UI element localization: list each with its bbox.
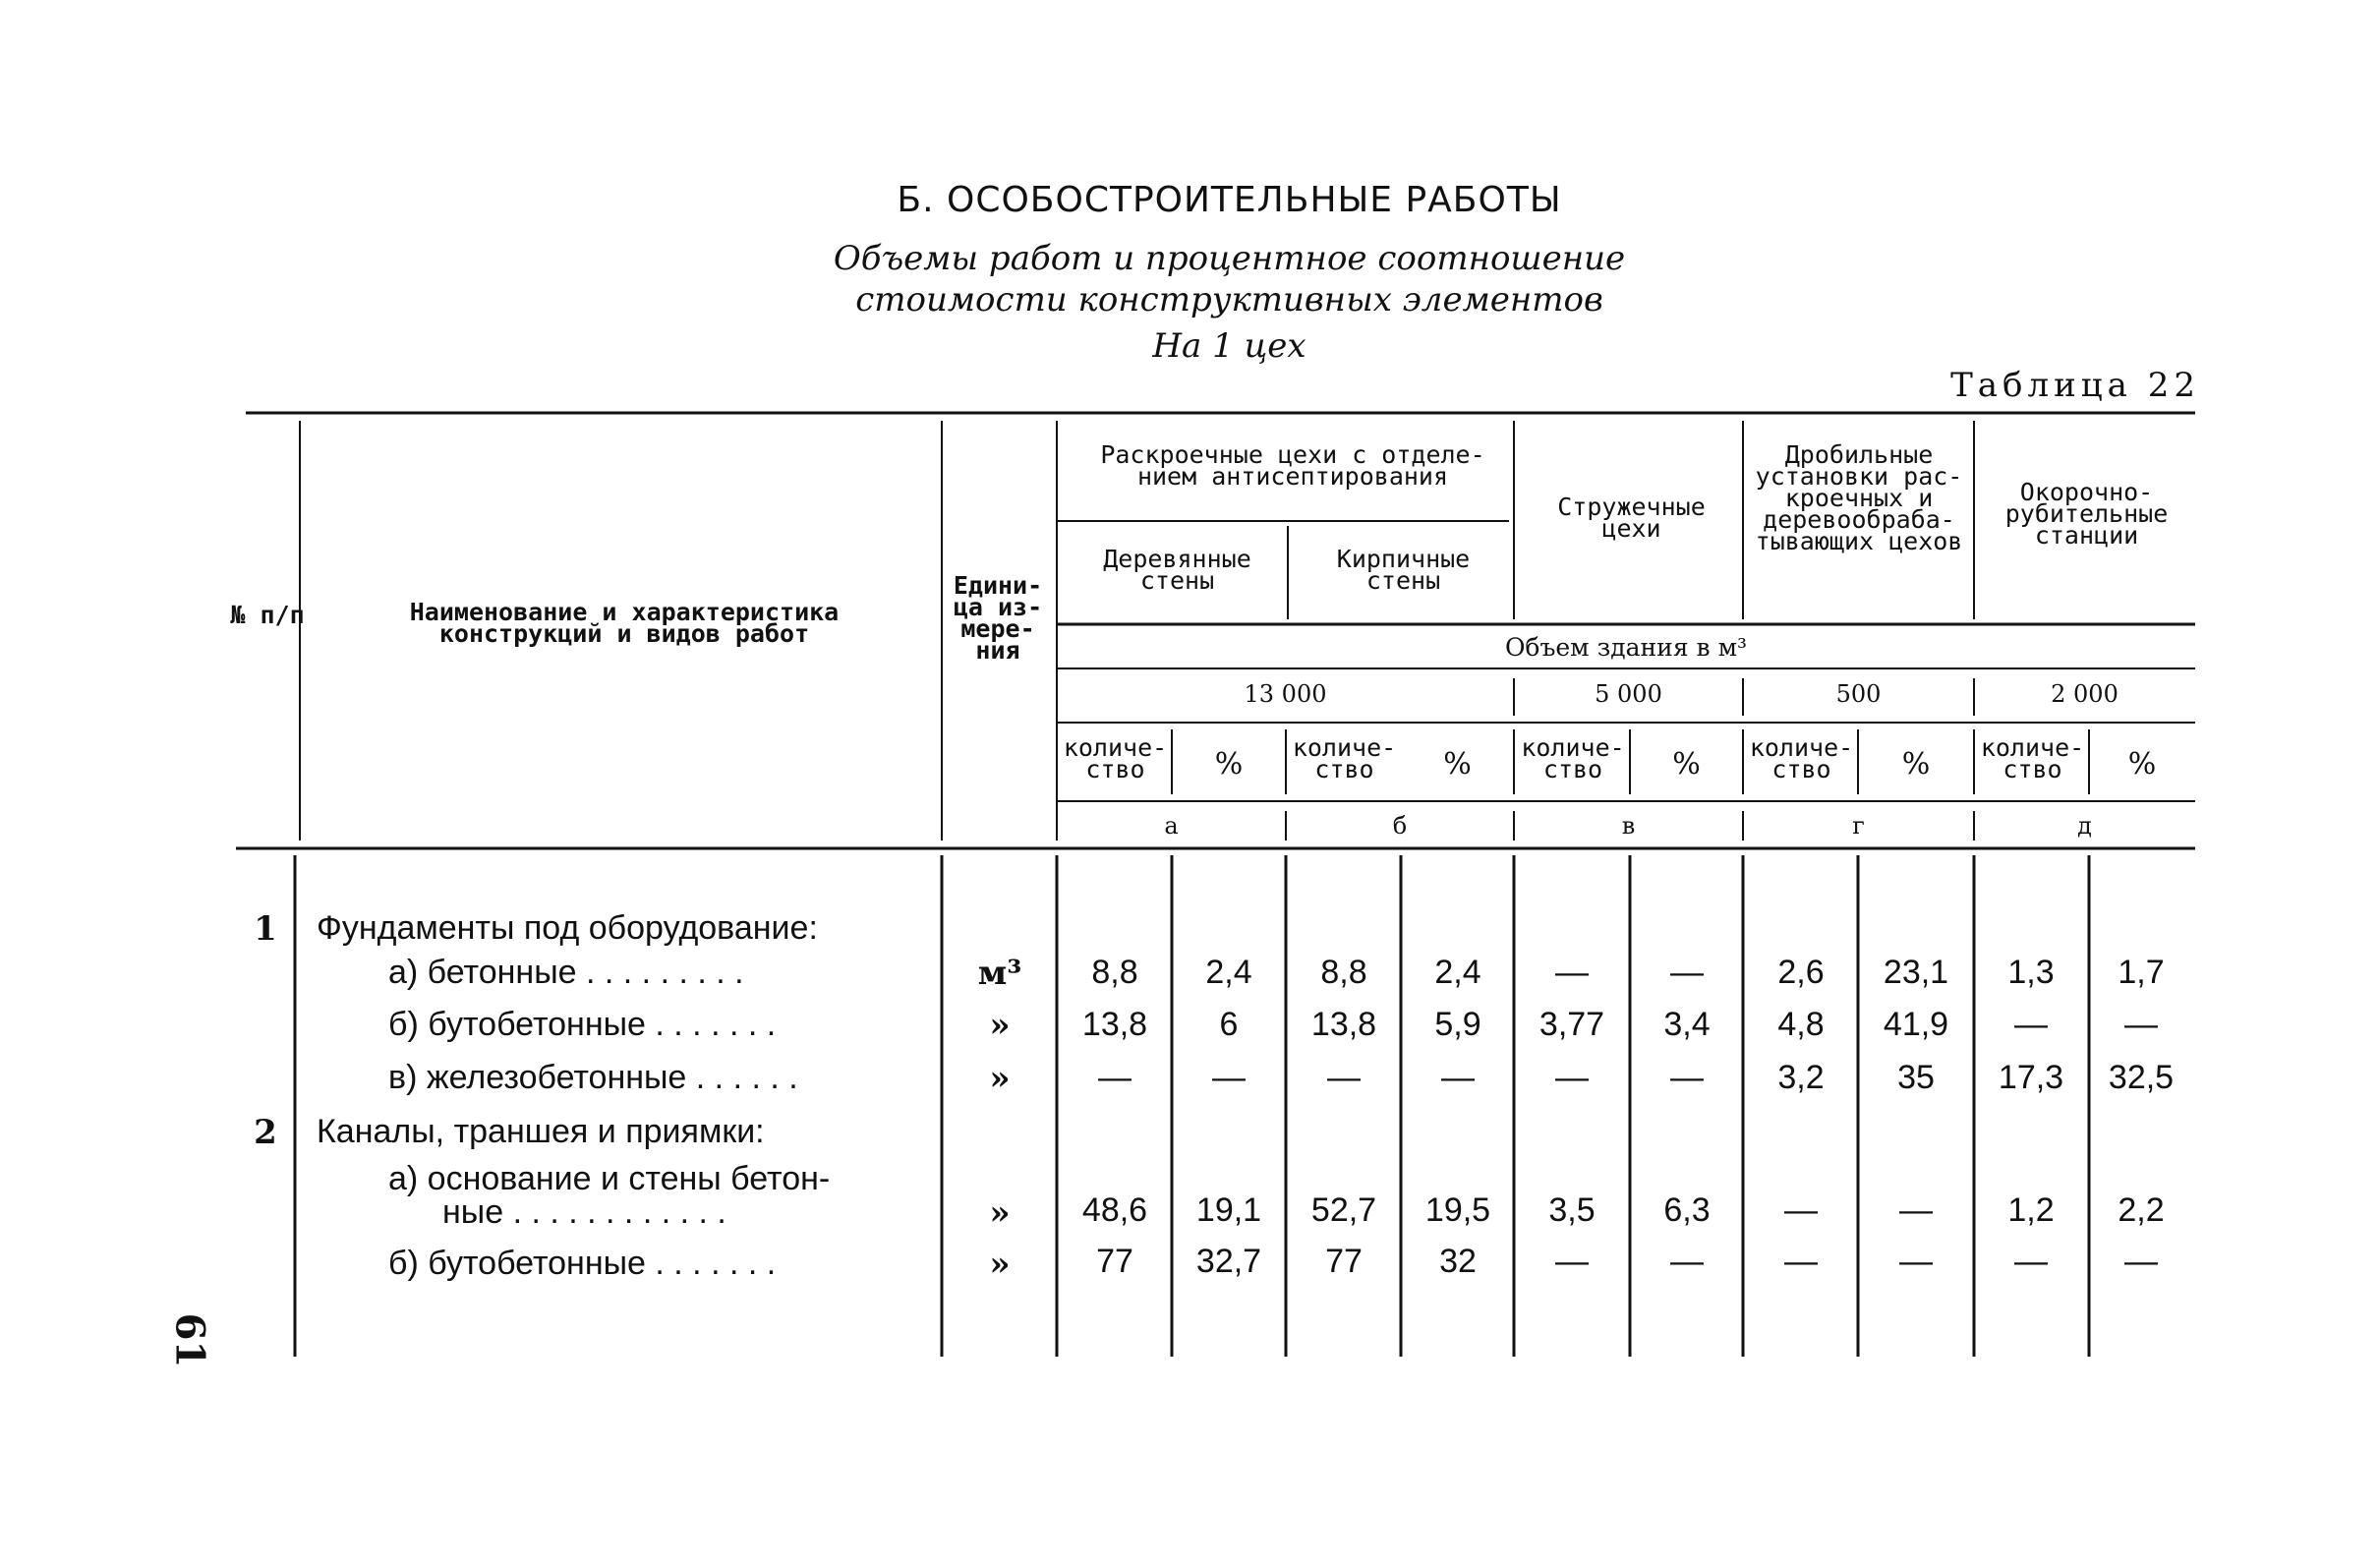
cell: 8,8: [1091, 954, 1138, 991]
cell: —: [2124, 1243, 2158, 1280]
header-name: Наименование и характеристика конструкций и видов работ: [409, 598, 840, 648]
header-letter-c: в: [1621, 812, 1636, 840]
row-2b-name: б) бутобетонные . . . . . . .: [388, 1245, 777, 1282]
header-group-okor: Окорочно-рубительные станции: [2004, 478, 2169, 550]
header-volume-2: 5 000: [1595, 680, 1662, 708]
cell: —: [1441, 1059, 1475, 1096]
row-2b-unit: »: [989, 1245, 1011, 1284]
cell: 19,5: [1424, 1191, 1491, 1229]
cell: 1,3: [2007, 954, 2055, 991]
header-volume-label: Объем здания в м³: [1504, 633, 1748, 662]
row-1b-name: б) бутобетонные . . . . . . .: [388, 1006, 777, 1043]
cell: 32,5: [2108, 1059, 2175, 1096]
cell: —: [1555, 1059, 1589, 1096]
header-unit: Едини-ца из-мере-ния: [953, 571, 1043, 665]
header-pct-c: %: [1672, 747, 1701, 782]
page-number: 61: [166, 1312, 213, 1368]
row-2-name: Каналы, траншея и приямки:: [317, 1113, 765, 1150]
header-group-raskroy: Раскроечные цехи с отделе-нием антисептирования: [1100, 440, 1485, 491]
header-num: № п/п: [230, 601, 305, 629]
subtitle-line-1: Объемы работ и процентное соотношение: [833, 239, 1626, 278]
row-2a-unit: »: [989, 1193, 1011, 1233]
row-1c-unit: »: [989, 1059, 1011, 1098]
header-letter-d: г: [1852, 812, 1865, 840]
cell: 6: [1219, 1006, 1239, 1043]
cell: 41,9: [1883, 1006, 1949, 1043]
cell: —: [1899, 1243, 1933, 1280]
cell: 52,7: [1310, 1191, 1377, 1229]
header-letter-a: а: [1164, 812, 1179, 840]
header-letter-b: б: [1392, 812, 1408, 840]
row-2-num: 2: [254, 1113, 277, 1152]
row-2a-name-line2: ные . . . . . . . . . . . .: [442, 1193, 726, 1231]
header-group-drob: Дробильные установки рас-кроечных и деревообраба-тывающих цехов: [1755, 440, 1963, 555]
cell: 23,1: [1883, 954, 1949, 991]
cell: —: [1212, 1059, 1246, 1096]
cell: 3,2: [1777, 1059, 1825, 1096]
cell: 3,5: [1548, 1191, 1596, 1229]
header-pct-d: %: [1901, 747, 1931, 782]
cell: —: [1784, 1243, 1818, 1280]
cell: 5,9: [1434, 1006, 1481, 1043]
cell: —: [1899, 1191, 1933, 1229]
row-1c-name: в) железобетонные . . . . . .: [388, 1059, 798, 1096]
header-volume-4: 2 000: [2051, 680, 2119, 708]
cell: 4,8: [1777, 1006, 1825, 1043]
cell: —: [2124, 1006, 2158, 1043]
section-title: Б. ОСОБОСТРОИТЕЛЬНЫЕ РАБОТЫ: [897, 180, 1562, 220]
cell: 8,8: [1320, 954, 1367, 991]
header-qty-c: количе-ство: [1521, 733, 1625, 784]
cell: 77: [1096, 1243, 1133, 1280]
row-1-num: 1: [254, 909, 277, 949]
header-pct-e: %: [2127, 747, 2157, 782]
per-unit-note: На 1 цех: [1152, 326, 1306, 366]
cell: 2,6: [1777, 954, 1825, 991]
cell: 13,8: [1081, 1006, 1148, 1043]
cell: 2,4: [1205, 954, 1252, 991]
table-label: Таблица 22: [1950, 366, 2200, 405]
cell: —: [2014, 1006, 2048, 1043]
cell: 2,2: [2118, 1191, 2165, 1229]
cell: 19,1: [1195, 1191, 1262, 1229]
cell: —: [1555, 954, 1589, 991]
cell: 3,77: [1538, 1006, 1605, 1043]
header-qty-d: количе-ство: [1749, 733, 1854, 784]
cell: 1,2: [2007, 1191, 2055, 1229]
header-sub-brick: Кирпичные стены: [1336, 545, 1471, 595]
header-volume-1: 13 000: [1244, 680, 1327, 708]
row-2a-name-line1: а) основание и стены бетон-: [388, 1160, 831, 1197]
cell: —: [1670, 1243, 1704, 1280]
cell: —: [1327, 1059, 1361, 1096]
cell: 32,7: [1195, 1243, 1262, 1280]
header-pct-b: %: [1443, 747, 1472, 782]
cell: —: [1098, 1059, 1132, 1096]
cell: 17,3: [1998, 1059, 2064, 1096]
header-letter-e: д: [2077, 812, 2092, 840]
row-1b-unit: »: [989, 1006, 1011, 1045]
cell: 3,4: [1663, 1006, 1711, 1043]
cell: 13,8: [1310, 1006, 1377, 1043]
header-qty-a: количе-ство: [1063, 733, 1168, 784]
cell: —: [1555, 1243, 1589, 1280]
header-volume-3: 500: [1835, 680, 1882, 708]
header-qty-e: количе-ство: [1980, 733, 2085, 784]
row-1a-unit: м³: [977, 954, 1022, 993]
header-sub-wood: Деревянные стены: [1103, 545, 1251, 595]
cell: —: [1784, 1191, 1818, 1229]
cell: —: [1670, 954, 1704, 991]
cell: 35: [1897, 1059, 1935, 1096]
cell: 77: [1325, 1243, 1363, 1280]
header-group-struzh: Стружечные цехи: [1557, 493, 1706, 543]
header-pct-a: %: [1214, 747, 1244, 782]
cell: 32: [1439, 1243, 1477, 1280]
subtitle-line-2: стоимости конструктивных элементов: [855, 280, 1603, 319]
row-1-name: Фундаменты под оборудование:: [317, 909, 818, 947]
cell: —: [1670, 1059, 1704, 1096]
header-qty-b: количе-ство: [1292, 733, 1397, 784]
cell: 2,4: [1434, 954, 1481, 991]
cell: —: [2014, 1243, 2048, 1280]
cell: 48,6: [1081, 1191, 1148, 1229]
row-1a-name: а) бетонные . . . . . . . . .: [388, 954, 744, 991]
cell: 6,3: [1663, 1191, 1711, 1229]
cell: 1,7: [2118, 954, 2165, 991]
